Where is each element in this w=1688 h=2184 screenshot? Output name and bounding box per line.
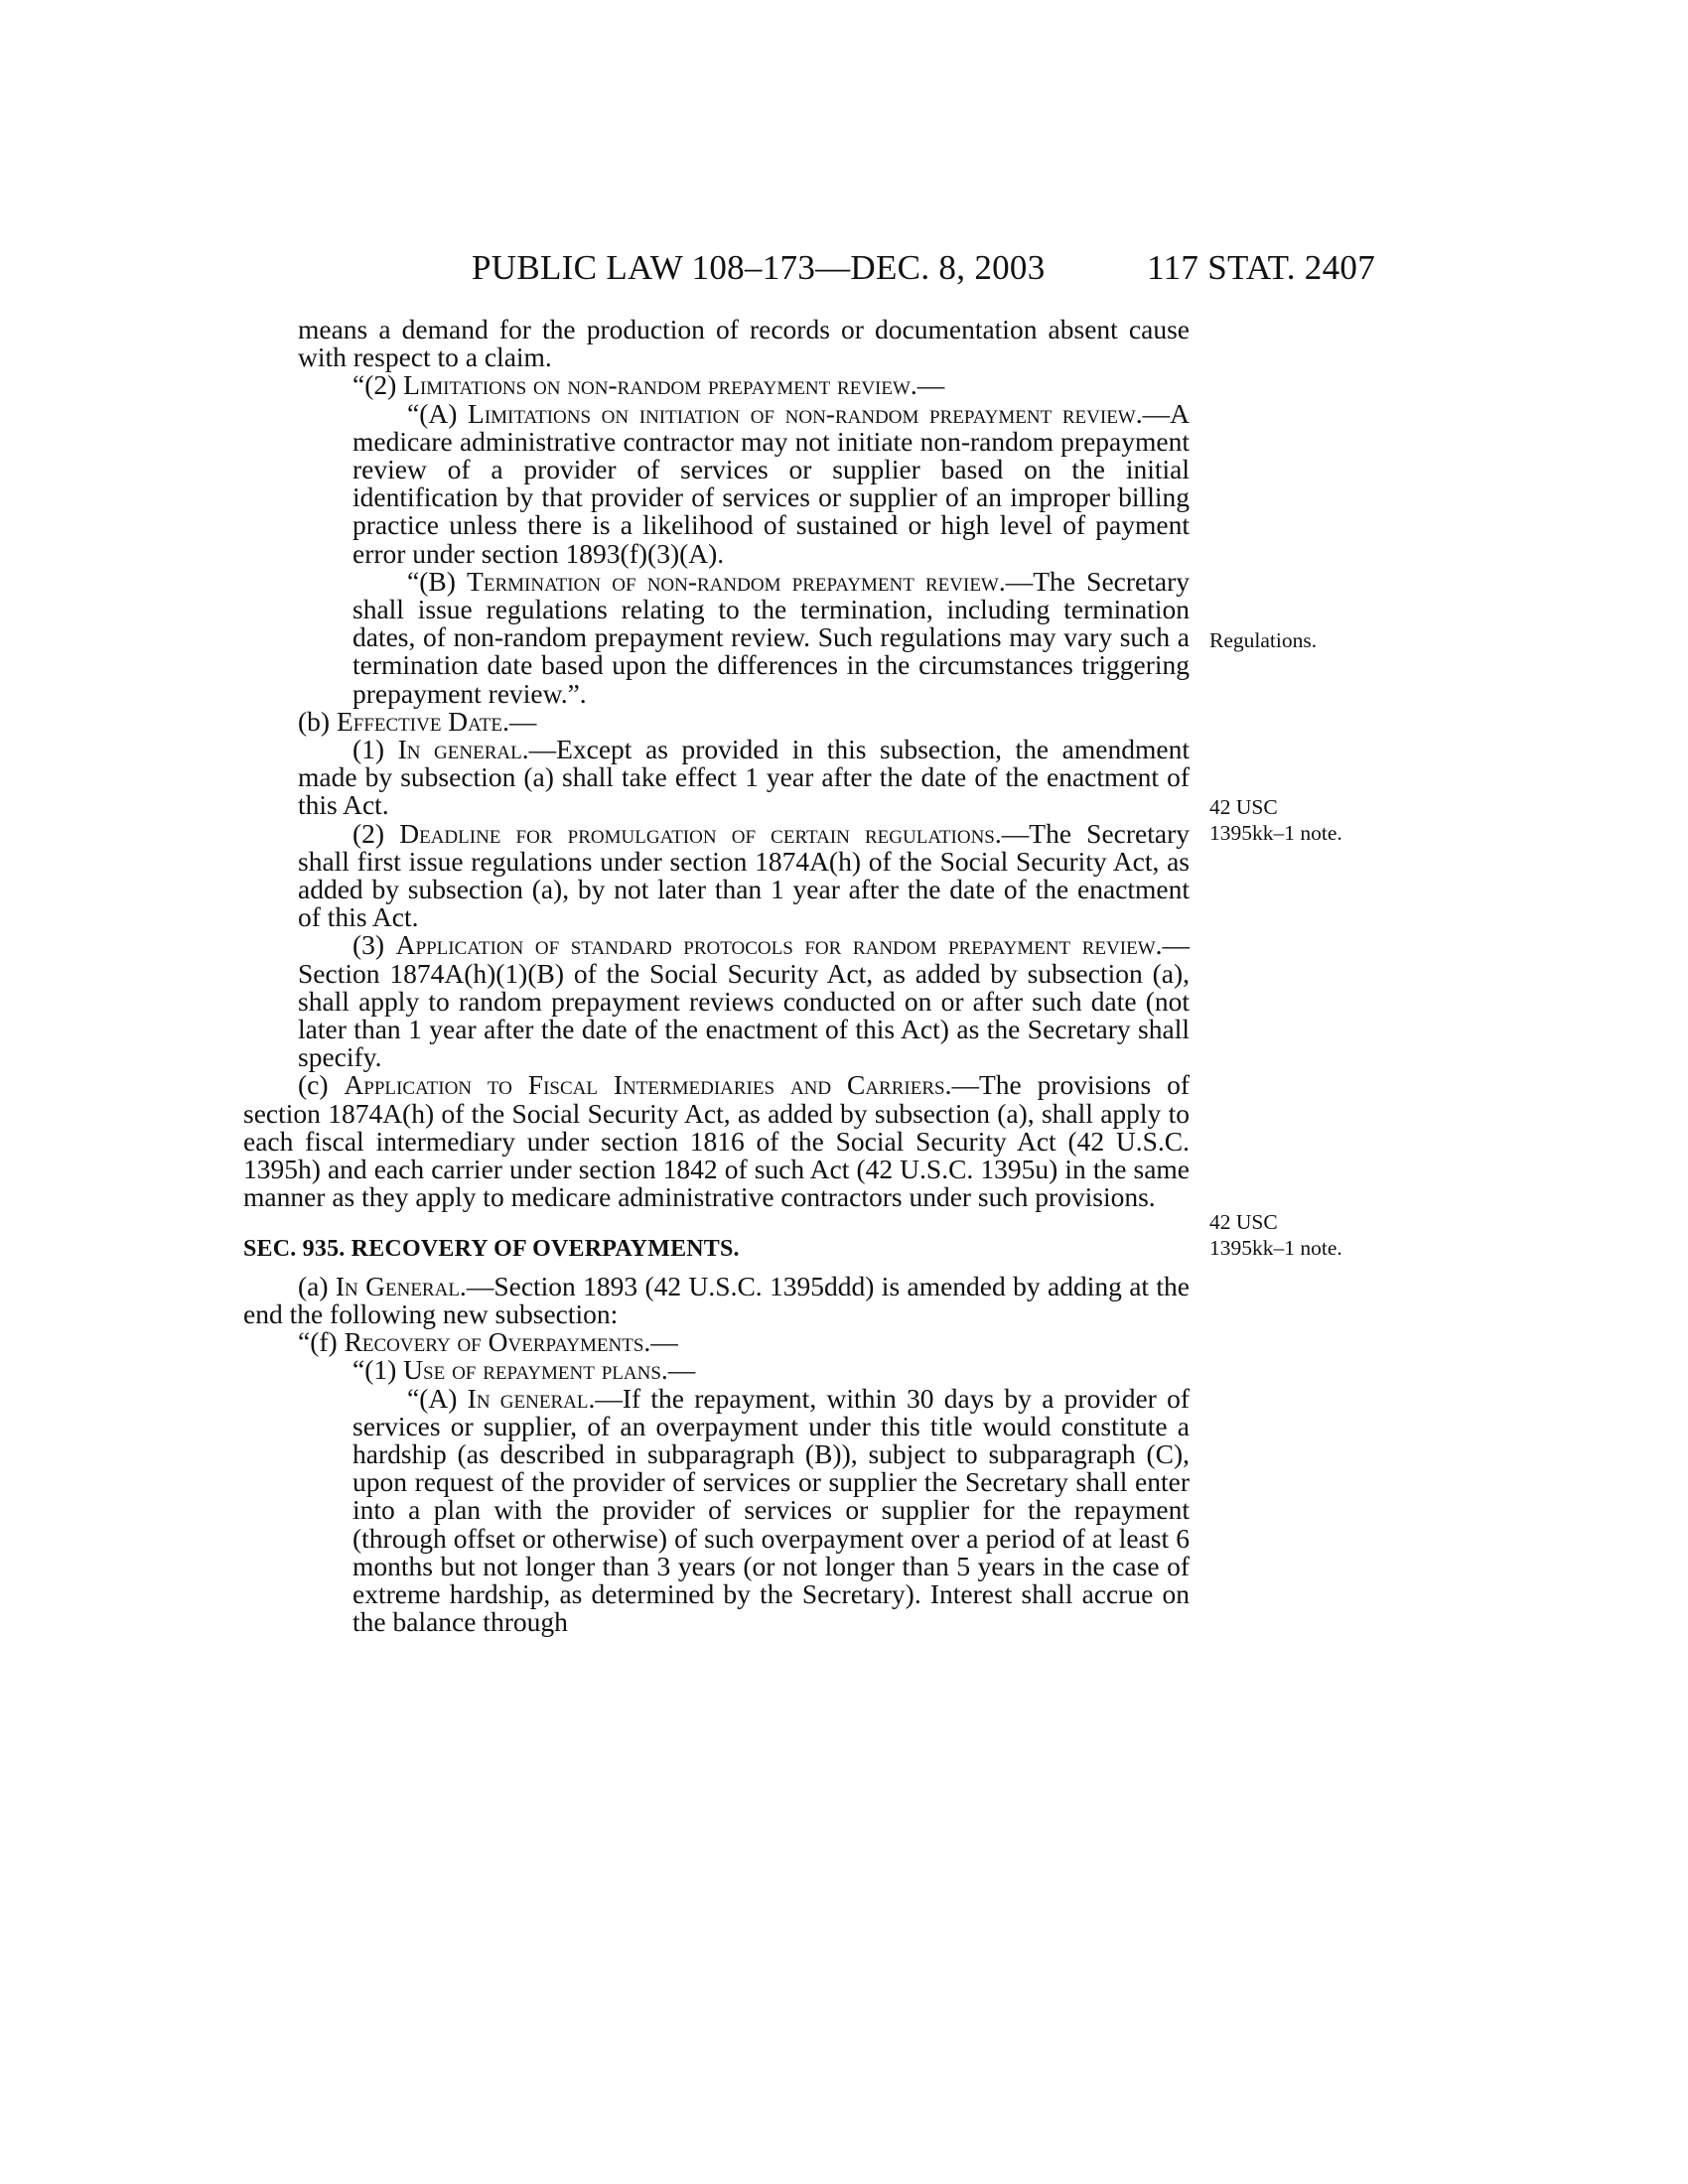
paragraph-3-protocols: (3) Application of standard protocols for random prepayment review.—Section 1874A(h)(1)(B) of the Social Security Act, as added by subsection (a), shall apply to random prepayment reviews conducted on or after such date (not later than 1 year after the date of the enactment of this Act) as the Secretary shall specify. [298,929,1190,1073]
paragraph-heading: In General. [335,1270,467,1301]
subsection-a-in-general: (a) In General.—Section 1893 (42 U.S.C. 1395ddd) is amended by adding at the end the following new subsection: [243,1270,1191,1329]
subsection-b-effective-date: (b) Effective Date.— [298,705,537,737]
paragraph-heading: Recovery of Overpayments. [344,1326,651,1358]
paragraph-1-repayment-plans: “(1) Use of repayment plans.— [352,1354,696,1386]
subparagraph-A-in-general: “(A) In general.—If the repayment, within 30 days by a provider of services or supplier, of an overpayment under this title would constitute a hardship (as described in subparagraph (B)), subject to subparagraph (C), upon request of the provider of services or supplier the Secretary shall enter into a plan with the provider of services or supplier for the repayment (through offset or otherwise) of such overpayment over a period of at least 6 months but not longer than 3 years (or not longer than 5 years in the case of extreme hardship, as determined by the Secretary). Interest shall accrue on the balance through [352,1382,1190,1638]
margin-usc-line: 1395kk–1 note. [1209,821,1342,845]
paragraph-2-limitations: “(2) Limitations on non-random prepayment review.— [352,369,945,401]
paragraph-heading: Limitations on non-random prepayment review. [403,369,917,401]
paragraph-heading: In general. [467,1382,596,1414]
paragraph-heading: Application to Fiscal Intermediaries and Carriers. [344,1069,952,1101]
paragraph-heading: Termination of non-random prepayment review. [467,565,1006,597]
paragraph-heading: Deadline for promulgation of certain regulations. [399,817,1002,849]
margin-note-regulations: Regulations. [1209,628,1318,652]
running-header [298,248,1375,288]
paragraph-heading: Use of repayment plans. [403,1354,668,1386]
paragraph-heading: Effective Date. [336,705,509,737]
section-heading: SEC. 935. RECOVERY OF OVERPAYMENTS. [243,1235,740,1262]
margin-note-usc-2 [1209,1209,1342,1261]
paragraph-2-deadline: (2) Deadline for promulgation of certain regulations.—The Secretary shall first issue regulations under section 1874A(h) of the Social Security Act, as added by subsection (a), by not later than 1 year after the date of the enactment of this Act. [298,817,1190,933]
paragraph-heading: In general. [397,734,529,765]
paragraph-1-in-general: (1) In general.—Except as provided in this subsection, the amendment made by subsection (a) shall take effect 1 year after the date of the enactment of this Act. [298,734,1190,821]
stat-page-number: 117 STAT. 2407 [1147,248,1375,287]
margin-usc-line: 42 USC [1209,795,1278,819]
margin-usc-line: 42 USC [1209,1210,1278,1234]
subsection-c-application: (c) Application to Fiscal Intermediaries and Carriers.—The provisions of section 1874A(h) of the Social Security Act, as added by subsection (a), shall apply to each fiscal intermediary under section 1816 of the Social Security Act (42 U.S.C. 1395h) and each carrier under section 1842 of such Act (42 U.S.C. 1395u) in the same manner as they apply to medicare administrative contractors under such provisions. [243,1069,1190,1213]
paragraph-heading: Limitations on initiation of non-random prepayment review. [468,397,1143,429]
subparagraph-B-termination: “(B) Termination of non-random prepayment review.—The Secretary shall issue regulations relating to the termination, including termination dates, of non-random prepayment review. Such regulations may vary such a termination date based upon the differences in the circumstances triggering prepayment review.”. [352,565,1190,709]
paragraph-continuation: means a demand for the production of records or documentation absent cause with respect to a claim. [298,314,1190,373]
law-title: PUBLIC LAW 108–173—DEC. 8, 2003 [472,248,1046,287]
paragraph-heading: Application of standard protocols for random prepayment review. [395,929,1163,961]
law-text-body [243,314,1191,1638]
margin-note-usc-1 [1209,794,1342,846]
margin-usc-line: 1395kk–1 note. [1209,1236,1342,1260]
subsection-f-recovery: “(f) Recovery of Overpayments.— [298,1326,678,1358]
subparagraph-A-initiation: “(A) Limitations on initiation of non-random prepayment review.—A medicare administrative contractor may not initiate non-random prepayment review of a provider of services or supplier based on the initial identification by that provider of services or supplier of an improper billing practice unless there is a likelihood of sustained or high level of payment error under section 1893(f)(3)(A). [352,397,1190,569]
